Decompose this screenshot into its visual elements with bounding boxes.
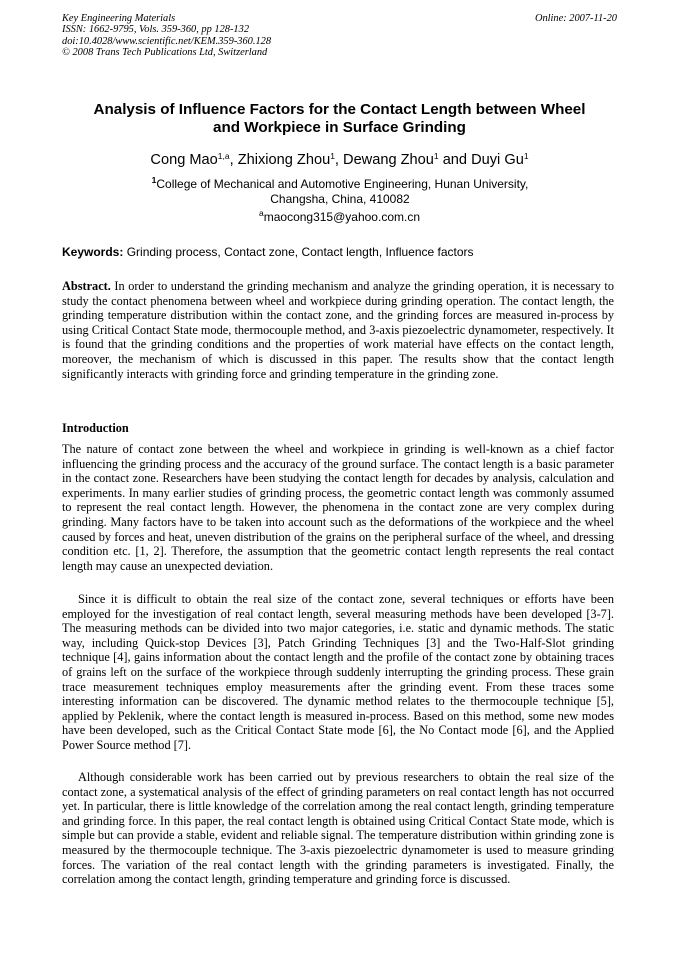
abstract-label: Abstract. [62, 279, 111, 293]
author-superscript: 1 [433, 151, 439, 161]
journal-name: Key Engineering Materials [62, 13, 176, 24]
author-name: Zhixiong Zhou [237, 152, 331, 168]
intro-paragraph-2 [62, 592, 614, 753]
author-superscript: 1 [330, 151, 335, 161]
email-address: maocong315@yahoo.com.cn [263, 210, 420, 224]
author-name: Dewang Zhou [343, 152, 434, 168]
intro-paragraph-3 [62, 770, 614, 887]
keywords-text: Grinding process, Contact zone, Contact length, Influence factors [123, 245, 474, 259]
author-list: Cong Mao$^{1,a}$, Zhixiong Zhou$^1$, Dewang Zhou$^1$ and Duyi Gu$^1$ [150, 151, 529, 168]
author-superscript: 1,a [217, 151, 230, 161]
abstract [62, 279, 614, 381]
journal-header [62, 13, 617, 59]
affiliation [120, 177, 560, 207]
paragraph-text: Although considerable work has been carried out by previous researchers to obtain the real size of the contact zone, a systematical analysis of the effect of grinding parameters on real contact length has not occurred yet. In particular, there is little knowledge of the correlation among the real contact length, grinding temperature and grinding force. In this paper, the real contact length is obtained using Critical Contact State mode, which is simple but can provide a stable, evident and reliable signal. The temperature distribution within grinding zone is measured by the thermocouple technique. The 3-axis piezoelectric dynamometer is used to measure grinding forces. The variation of the real contact length with the grinding parameters is investigated. Finally, the correlation among the contact length, grinding temperature and grinding force is discussed. [62, 770, 614, 887]
author-name: Cong Mao [150, 152, 218, 168]
author-superscript: 1 [523, 151, 529, 161]
section-heading: Introduction [62, 421, 129, 435]
author-email [62, 210, 617, 224]
paragraph-text: The nature of contact zone between the wheel and workpiece in grinding is well-known as a chief factor influencing the grinding process and the accuracy of the ground surface. The contact length is a basic parameter in the contact zone. Researchers have been studying the contact length for decades by analysis, calculation and experiments. In many earlier studies of grinding process, the geometric contact length was commonly assumed to represent the real contact length. However, the phenomena in the contact zone are very complex during grinding. Many factors have to be taken into account such as the deformations of the workpiece and the wheel caused by forces and heat, uneven distribution of the grains on the peripheral surface of the wheel, and dressing condition etc. [1, 2]. Therefore, the assumption that the geometric contact length represents the real contact length may cause an unexpected deviation. [62, 442, 614, 573]
keywords [62, 245, 617, 259]
paper-title [62, 101, 617, 137]
online-date: Online: 2007-11-20 [534, 13, 617, 24]
title-line-2: and Workpiece in Surface Grinding [213, 119, 466, 136]
abstract-text: In order to understand the grinding mechanism and analyze the grinding operation, it is necessary to study the contact phenomena between wheel and workpiece during grinding operation. The contact length, the grinding temperature distribution within the contact zone, and the grinding forces are measured in-process by using Critical Contact State mode, thermocouple method, and 3-axis piezoelectric dynamometer, respectively. It is found that the grinding conditions and the properties of work material have effects on the contact length, moreover, the mechanism of which is discussed in this paper. The results show that the contact length significantly interacts with grinding force and grinding temperature in the grinding zone. [62, 279, 614, 381]
affiliation-line-2: Changsha, China, 410082 [270, 192, 410, 206]
intro-paragraph-1 [62, 442, 614, 573]
affiliation-line-1: College of Mechanical and Automotive Engineering, Hunan University, [156, 177, 529, 191]
title-line-1: Analysis of Influence Factors for the Contact Length between Wheel [93, 101, 586, 118]
doi-line: doi:10.4028/www.scientific.net/KEM.359-360.128 [62, 35, 272, 47]
paragraph-text: Since it is difficult to obtain the real size of the contact zone, several techniques or efforts have been employed for the investigation of real contact length, several measuring methods have been developed [3-7]. The measuring methods can be divided into two major categories, i.e. static and dynamic methods. The static way, including Quick-stop Devices [3], Patch Grinding Techniques [3] and the Two-Half-Slot grinding technique [4], gains information about the contact length and the profile of the contact zone by obtaining traces of grains left on the surface of the workpiece through suddenly interrupting the grinding process. These grain trace measurement techniques employ measurements after the grinding event. From these traces some interesting information can be discovered. The dynamic method relates to the thermocouple technique [5], applied by Peklenik, where the contact length is measured in-process. Based on this method, some new modes have been developed, such as the Critical Contact State mode [6], the No Contact mode [6], and the Applied Power Source method [7]. [62, 592, 614, 752]
affiliation-superscript: 1 [151, 175, 157, 185]
issn-line: ISSN: 1662-9795, Vols. 359-360, pp 128-132 [62, 24, 250, 36]
keywords-label: Keywords: [62, 245, 124, 259]
copyright-line: © 2008 Trans Tech Publications Ltd, Switzerland [62, 47, 268, 59]
email-superscript: a [258, 208, 264, 218]
author-name: Duyi Gu [471, 152, 524, 168]
